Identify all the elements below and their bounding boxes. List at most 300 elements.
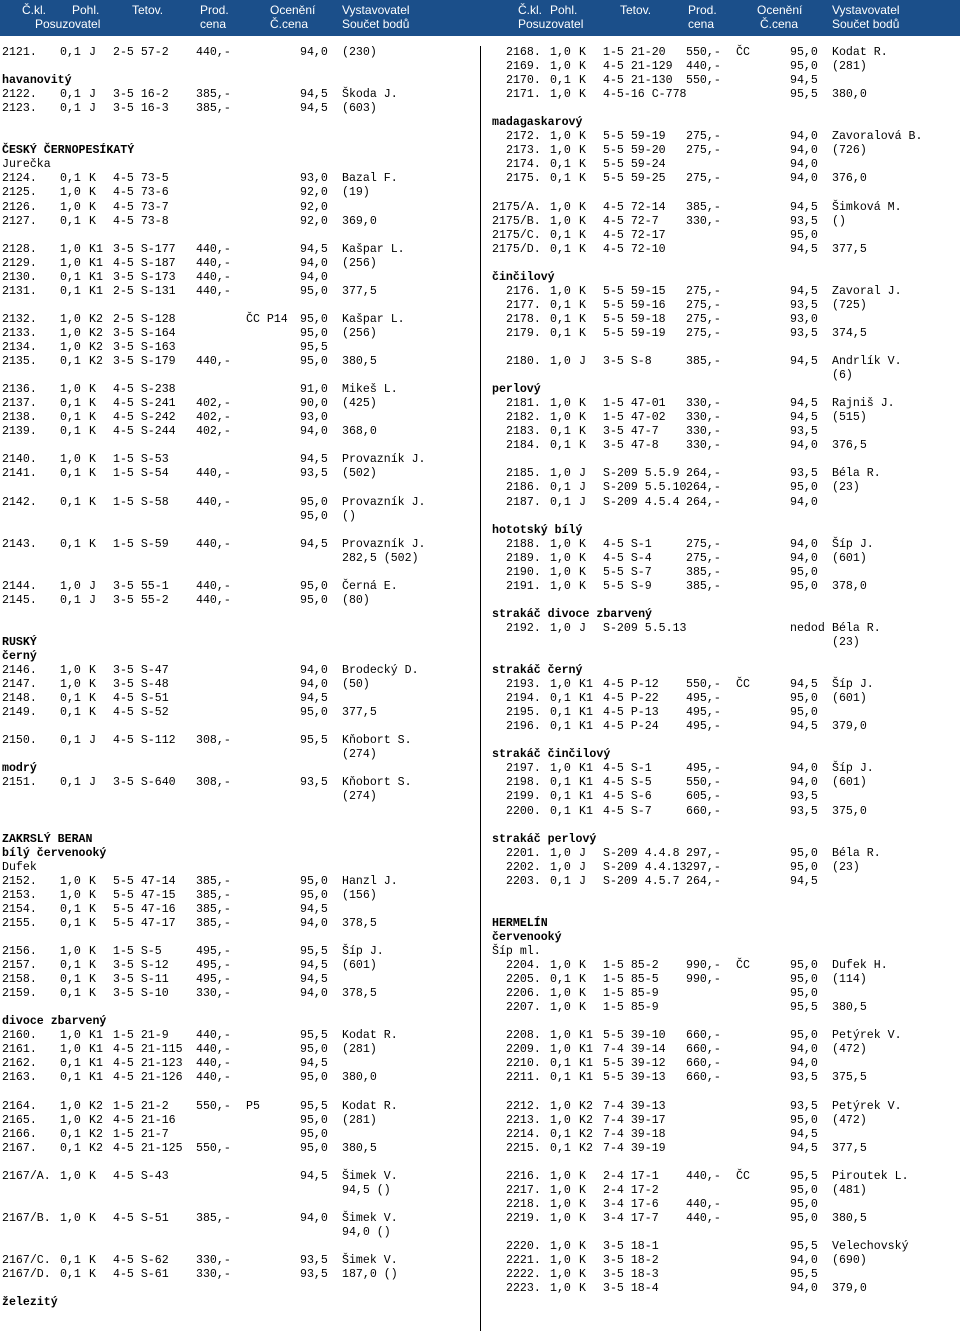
entry-row (492, 88, 960, 102)
header-pohl: Pohl. (72, 3, 100, 17)
entry-class: K2 (89, 326, 103, 340)
entry-breeder: (726) (832, 144, 867, 158)
entry-breeder: Petýrek V. (832, 1029, 902, 1043)
entry-number: 2138. (2, 411, 37, 425)
blank-line (2, 369, 472, 383)
entry-row (492, 1212, 960, 1226)
entry-score: 94,0 (790, 130, 818, 144)
entry-sex: 1,0 (60, 256, 81, 270)
entry-tattoo: 4-5 S-1 (603, 762, 652, 776)
entry-breeder: 369,0 (342, 214, 377, 228)
entry-row (492, 622, 960, 636)
entry-breeder: (156) (342, 888, 377, 902)
entry-number: 2203. (506, 874, 541, 888)
entry-breeder: 374,5 (832, 326, 867, 340)
entry-sex: 1,0 (60, 678, 81, 692)
header-cena: cena (200, 17, 227, 31)
entry-class: K (579, 1169, 586, 1183)
entry-price: 550,- (686, 776, 721, 790)
entry-tattoo: 1-5 S-5 (113, 945, 162, 958)
entry-breeder: (690) (832, 1254, 867, 1268)
entry-sex: 1,0 (550, 1043, 571, 1057)
entry-tattoo: 4-5 S-52 (113, 706, 169, 720)
entry-tattoo: 4-5 21-115 (113, 1043, 183, 1057)
entry-class: K (89, 411, 96, 425)
entry-number: 2136. (2, 383, 37, 397)
header-prod: Prod. (200, 3, 229, 17)
header-vystavovatel: Vystavovatel (342, 3, 410, 17)
entry-score: 91,0 (300, 383, 328, 397)
section-heading (2, 833, 472, 847)
entry-class: K (89, 172, 96, 186)
entry-score: 94,0 (790, 1043, 818, 1057)
entry-score: 95,0 (790, 973, 818, 987)
entry-tattoo: 2-4 17-1 (603, 1169, 659, 1183)
entry-row (492, 467, 960, 481)
entry-number: 2185. (506, 467, 541, 481)
entry-row (492, 1100, 960, 1114)
entry-sex: 1,0 (550, 621, 571, 635)
entry-tattoo: 7-4 39-19 (603, 1141, 666, 1155)
entry-tattoo: 2-5 57-2 (113, 46, 169, 59)
entry-score: 94,5 (790, 1127, 818, 1141)
entry-class: K (89, 1268, 96, 1282)
entry-score: 95,0 (300, 1127, 328, 1141)
entry-breeder: 380,5 (342, 1141, 377, 1155)
section-title: strakáč činčilový (492, 748, 611, 762)
entry-class: K1 (89, 256, 103, 270)
section-title: červenooký (492, 930, 562, 944)
entry-number: 2220. (506, 1239, 541, 1253)
entry-number: 2187. (506, 495, 541, 509)
entry-tattoo: 5-5 59-19 (603, 130, 666, 144)
entry-score: 95,0 (790, 860, 818, 874)
entry-tattoo: S-209 5.5.10 (603, 481, 687, 495)
entry-tattoo: 3-5 47-7 (603, 425, 659, 439)
entry-breeder: (281) (342, 1113, 377, 1127)
entry-breeder: Mikeš L. (342, 383, 398, 397)
header-soucet-right: Součet bodů (832, 17, 900, 31)
entry-number: 2201. (506, 846, 541, 860)
entry-price: 330,- (196, 987, 231, 1001)
entry-price: 440,- (196, 537, 231, 551)
entry-score: 94,5 (790, 242, 818, 256)
entry-row (2, 1029, 472, 1043)
entry-row (2, 172, 472, 186)
entry-breeder: (281) (342, 1043, 377, 1057)
entry-row (2, 538, 472, 552)
entry-breeder: (19) (342, 186, 370, 200)
entry-class: K (579, 60, 586, 74)
entry-sex: 0,1 (60, 270, 81, 284)
entry-row (492, 776, 960, 790)
entry-tattoo: 5-5 39-10 (603, 1029, 666, 1043)
entry-class: K (89, 495, 96, 509)
section-title: strakáč divoce zbarvený (492, 607, 653, 621)
entry-score: 94,0 (790, 158, 818, 172)
entry-number: 2166. (2, 1127, 37, 1141)
entry-breeder: Kašpar L. (342, 242, 405, 256)
entry-score: 90,0 (300, 397, 328, 411)
entry-price: 440,- (686, 1211, 721, 1225)
blank-line (2, 1240, 472, 1254)
entry-class: K2 (89, 355, 103, 369)
entry-sex: 0,1 (550, 172, 571, 186)
entry-class: K (579, 1268, 586, 1282)
entry-row (492, 1128, 960, 1142)
section-heading (2, 847, 472, 861)
judge-name (492, 945, 960, 959)
entry-breeder: 377,5 (342, 284, 377, 298)
entry-price: 495,- (686, 720, 721, 734)
entry-score: 95,0 (300, 706, 328, 720)
entry-breeder: Dufek H. (832, 959, 888, 973)
entry-score: 95,5 (300, 734, 328, 748)
entry-score: 94,5 (300, 88, 328, 102)
blank-line (492, 186, 960, 200)
entry-sex: 0,1 (60, 355, 81, 369)
entry-continuation (2, 510, 472, 524)
entry-price: 440,- (196, 579, 231, 593)
entry-score: 94,5 (300, 1057, 328, 1071)
entry-number: 2211. (506, 1071, 541, 1085)
entry-number: 2139. (2, 425, 37, 439)
entry-score: 93,5 (300, 776, 328, 790)
entry-price: 385,- (196, 888, 231, 902)
entry-score: 94,0 (790, 439, 818, 453)
entry-tattoo: 3-4 17-7 (603, 1211, 659, 1225)
entry-row (2, 425, 472, 439)
entry-row (492, 1114, 960, 1128)
entry-row (492, 1254, 960, 1268)
entry-award: ČC (736, 959, 750, 973)
entry-tattoo: 4-5 S-4 (603, 551, 652, 565)
entry-class: K (579, 1183, 586, 1197)
header-tetov: Tetov. (132, 3, 164, 17)
entry-class: K1 (579, 706, 593, 720)
entry-sex: 1,0 (550, 987, 571, 1001)
entry-number: 2202. (506, 860, 541, 874)
entry-tattoo: 4-5 21-129 (603, 60, 673, 74)
entry-sex: 0,1 (550, 242, 571, 256)
entry-number: 2210. (506, 1057, 541, 1071)
entry-sex: 0,1 (60, 776, 81, 790)
entry-sex: 0,1 (550, 706, 571, 720)
entry-tattoo: 3-5 S-8 (603, 355, 652, 369)
entry-row (492, 299, 960, 313)
entry-row (492, 875, 960, 889)
entry-class: K (89, 959, 96, 973)
entry-breeder: Hanzl J. (342, 874, 398, 888)
entry-continuation (2, 1226, 472, 1240)
entry-breeder: Kodat R. (342, 1029, 398, 1043)
entry-price: 275,- (686, 298, 721, 312)
entry-breeder: 376,0 (832, 172, 867, 186)
entry-tattoo: 3-5 S-640 (113, 776, 176, 790)
blank-line (2, 481, 472, 495)
entry-row (2, 1254, 472, 1268)
entry-number: 2214. (506, 1127, 541, 1141)
entry-tattoo: 5-5 S-9 (603, 579, 652, 593)
entry-tattoo: 5-5 47-17 (113, 916, 176, 930)
entry-sex: 1,0 (550, 1211, 571, 1225)
entry-number: 2177. (506, 298, 541, 312)
entry-class: K2 (89, 340, 103, 354)
entry-breeder: 379,0 (832, 1282, 867, 1296)
entry-row (492, 481, 960, 495)
entry-breeder: 375,5 (832, 1071, 867, 1085)
entry-price: 495,- (196, 973, 231, 987)
entry-score: 95,0 (790, 959, 818, 973)
header-soucet: Součet bodů (342, 17, 410, 31)
entry-row (2, 411, 472, 425)
entry-number: 2167/B. (2, 1211, 51, 1225)
entry-number: 2222. (506, 1268, 541, 1282)
entry-sex: 1,0 (550, 1001, 571, 1015)
entry-number: 2181. (506, 397, 541, 411)
section-title: činčilový (492, 270, 555, 284)
entry-number: 2130. (2, 270, 37, 284)
entry-tattoo: 1-5 21-2 (113, 1099, 169, 1113)
entry-sex: 0,1 (60, 467, 81, 481)
entry-breeder: Kašpar L. (342, 312, 405, 326)
entry-row (2, 397, 472, 411)
entry-sex: 1,0 (60, 1029, 81, 1043)
entry-tattoo: 1-5 85-9 (603, 1001, 659, 1015)
entry-row (2, 1142, 472, 1156)
blank-line (2, 622, 472, 636)
entry-tattoo: 4-5 72-7 (603, 214, 659, 228)
entry-price: 495,- (196, 945, 231, 958)
header-vystavovatel-right: Vystavovatel (832, 3, 900, 17)
entry-breeder: Kodat R. (342, 1099, 398, 1113)
entry-score: 95,0 (790, 565, 818, 579)
section-title: divoce zbarvený (2, 1015, 107, 1029)
entry-number: 2217. (506, 1183, 541, 1197)
blank-line (492, 341, 960, 355)
entry-number: 2125. (2, 186, 37, 200)
entry-number: 2165. (2, 1113, 37, 1127)
section-heading (2, 1296, 472, 1310)
entry-score: 94,5 (300, 537, 328, 551)
entry-sex: 1,0 (550, 537, 571, 551)
entry-number: 2148. (2, 692, 37, 706)
entry-row (492, 1071, 960, 1085)
entry-row (2, 1268, 472, 1282)
entry-class: K (89, 537, 96, 551)
blank-line (2, 299, 472, 313)
entry-price: 385,- (196, 1211, 231, 1225)
entry-award: ČC P14 (246, 312, 288, 326)
entry-sex: 1,0 (60, 1043, 81, 1057)
entry-number: 2218. (506, 1197, 541, 1211)
entry-score: 94,0 (790, 1254, 818, 1268)
entry-price: 440,- (686, 60, 721, 74)
entry-tattoo: 7-4 39-17 (603, 1113, 666, 1127)
entry-number: 2161. (2, 1043, 37, 1057)
entry-breeder: Béla R. (832, 621, 881, 635)
right-column (492, 46, 960, 1296)
judge-label: Dufek (2, 860, 37, 874)
blank-line (2, 720, 472, 734)
entry-number: 2156. (2, 945, 37, 958)
entry-sex: 0,1 (550, 776, 571, 790)
entry-price: 660,- (686, 804, 721, 818)
entry-score: 95,0 (300, 1141, 328, 1155)
entry-tattoo: S-209 4.4.8 (603, 846, 680, 860)
entry-class: K (89, 916, 96, 930)
entry-breeder: Černá E. (342, 579, 398, 593)
entry-price: 264,- (686, 495, 721, 509)
section-heading (492, 917, 960, 931)
entry-tattoo: 4-5 P-22 (603, 692, 659, 706)
entry-sex: 0,1 (550, 298, 571, 312)
entry-row (492, 1043, 960, 1057)
entry-score: 95,5 (300, 1099, 328, 1113)
section-heading (492, 271, 960, 285)
entry-number: 2169. (506, 60, 541, 74)
entry-class: K (579, 973, 586, 987)
entry-class: K1 (579, 804, 593, 818)
entry-class: K (89, 425, 96, 439)
entry-score: 94,0 (300, 1211, 328, 1225)
entry-score: 94,5 (790, 74, 818, 88)
entry-breeder: Kňobort S. (342, 776, 412, 790)
entry-score: 95,0 (300, 1071, 328, 1085)
blank-line (2, 1085, 472, 1099)
entry-row (492, 790, 960, 804)
entry-tattoo: 4-5 S-5 (603, 776, 652, 790)
entry-score: 94,0 (790, 1282, 818, 1296)
section-heading (492, 664, 960, 678)
entry-score: 95,5 (790, 1001, 818, 1015)
entry-number: 2150. (2, 734, 37, 748)
entry-breeder: 94,0 () (342, 1225, 391, 1239)
entry-continuation (492, 369, 960, 383)
entry-tattoo: 5-5 39-13 (603, 1071, 666, 1085)
entry-price: 275,- (686, 537, 721, 551)
entry-class: K2 (579, 1127, 593, 1141)
entry-tattoo: 1-5 21-20 (603, 46, 666, 59)
section-title: strakáč černý (492, 664, 583, 678)
entry-row (2, 678, 472, 692)
entry-price: 330,- (686, 411, 721, 425)
entry-score: 93,5 (300, 467, 328, 481)
entry-number: 2219. (506, 1211, 541, 1225)
blank-line (2, 931, 472, 945)
entry-breeder: (601) (832, 692, 867, 706)
entry-sex: 1,0 (550, 1282, 571, 1296)
entry-score: 94,5 (790, 720, 818, 734)
entry-row (2, 1100, 472, 1114)
entry-breeder: (601) (832, 776, 867, 790)
entry-tattoo: 4-5 P-13 (603, 706, 659, 720)
entry-tattoo: 3-5 S-47 (113, 664, 169, 678)
entry-class: K (89, 200, 96, 214)
entry-class: K (89, 467, 96, 481)
entry-number: 2199. (506, 790, 541, 804)
entry-score: 95,0 (300, 593, 328, 607)
entry-sex: 1,0 (550, 959, 571, 973)
entry-score: 95,5 (790, 1239, 818, 1253)
entry-score: 94,0 (300, 256, 328, 270)
entry-score: 93,0 (790, 312, 818, 326)
section-heading (492, 116, 960, 130)
entry-price: 550,- (686, 74, 721, 88)
entry-number: 2175. (506, 172, 541, 186)
entry-sex: 1,0 (550, 144, 571, 158)
entry-class: K2 (89, 1099, 103, 1113)
entry-tattoo: 5-5 59-18 (603, 312, 666, 326)
entry-score: 93,5 (300, 1268, 328, 1282)
entry-class: J (89, 579, 96, 593)
entry-breeder: (23) (832, 860, 860, 874)
entry-tattoo: 4-5 21-130 (603, 74, 673, 88)
entry-sex: 1,0 (60, 888, 81, 902)
entry-tattoo: 7-4 39-14 (603, 1043, 666, 1057)
blank-line (492, 594, 960, 608)
entry-tattoo: 3-5 18-4 (603, 1282, 659, 1296)
entry-class: K1 (89, 1071, 103, 1085)
entry-class: K (579, 200, 586, 214)
entry-row (2, 959, 472, 973)
entry-class: K1 (89, 270, 103, 284)
entry-row (2, 383, 472, 397)
entry-tattoo: 2-4 17-2 (603, 1183, 659, 1197)
blank-line (492, 453, 960, 467)
judge-label: Jurečka (2, 158, 51, 172)
entry-number: 2215. (506, 1141, 541, 1155)
entry-number: 2158. (2, 973, 37, 987)
blank-line (492, 102, 960, 116)
entry-number: 2175/B. (492, 214, 541, 228)
entry-number: 2160. (2, 1029, 37, 1043)
section-title: černý (2, 650, 37, 664)
entry-sex: 0,1 (60, 88, 81, 102)
header-prod-right: Prod. (688, 3, 717, 17)
entry-row (492, 805, 960, 819)
entry-class: K (89, 1211, 96, 1225)
entry-price: 402,- (196, 411, 231, 425)
entry-score: 95,0 (790, 692, 818, 706)
entry-sex: 0,1 (60, 959, 81, 973)
entry-class: J (579, 355, 586, 369)
entry-class: J (579, 495, 586, 509)
entry-tattoo: S-209 4.5.4 (603, 495, 680, 509)
entry-score: 94,5 (790, 411, 818, 425)
entry-tattoo: 1-5 47-01 (603, 397, 666, 411)
entry-breeder: Provazník J. (342, 537, 426, 551)
blank-line (492, 650, 960, 664)
entry-score: 94,5 (300, 902, 328, 916)
entry-sex: 1,0 (550, 411, 571, 425)
entry-number: 2173. (506, 144, 541, 158)
entry-price: 550,- (686, 678, 721, 692)
entry-sex: 0,1 (60, 1254, 81, 1268)
entry-number: 2135. (2, 355, 37, 369)
entry-breeder: 368,0 (342, 425, 377, 439)
entry-score: 95,0 (790, 481, 818, 495)
entry-class: K2 (579, 1141, 593, 1155)
entry-tattoo: 3-5 S-177 (113, 242, 176, 256)
section-title: strakáč perlový (492, 832, 597, 846)
entry-price: 275,- (686, 284, 721, 298)
entry-sex: 0,1 (60, 734, 81, 748)
entry-price: 440,- (196, 1071, 231, 1085)
entry-row (2, 453, 472, 467)
header-posuzovatel-right: Posuzovatel (518, 17, 584, 31)
header-tetov-right: Tetov. (620, 3, 652, 17)
